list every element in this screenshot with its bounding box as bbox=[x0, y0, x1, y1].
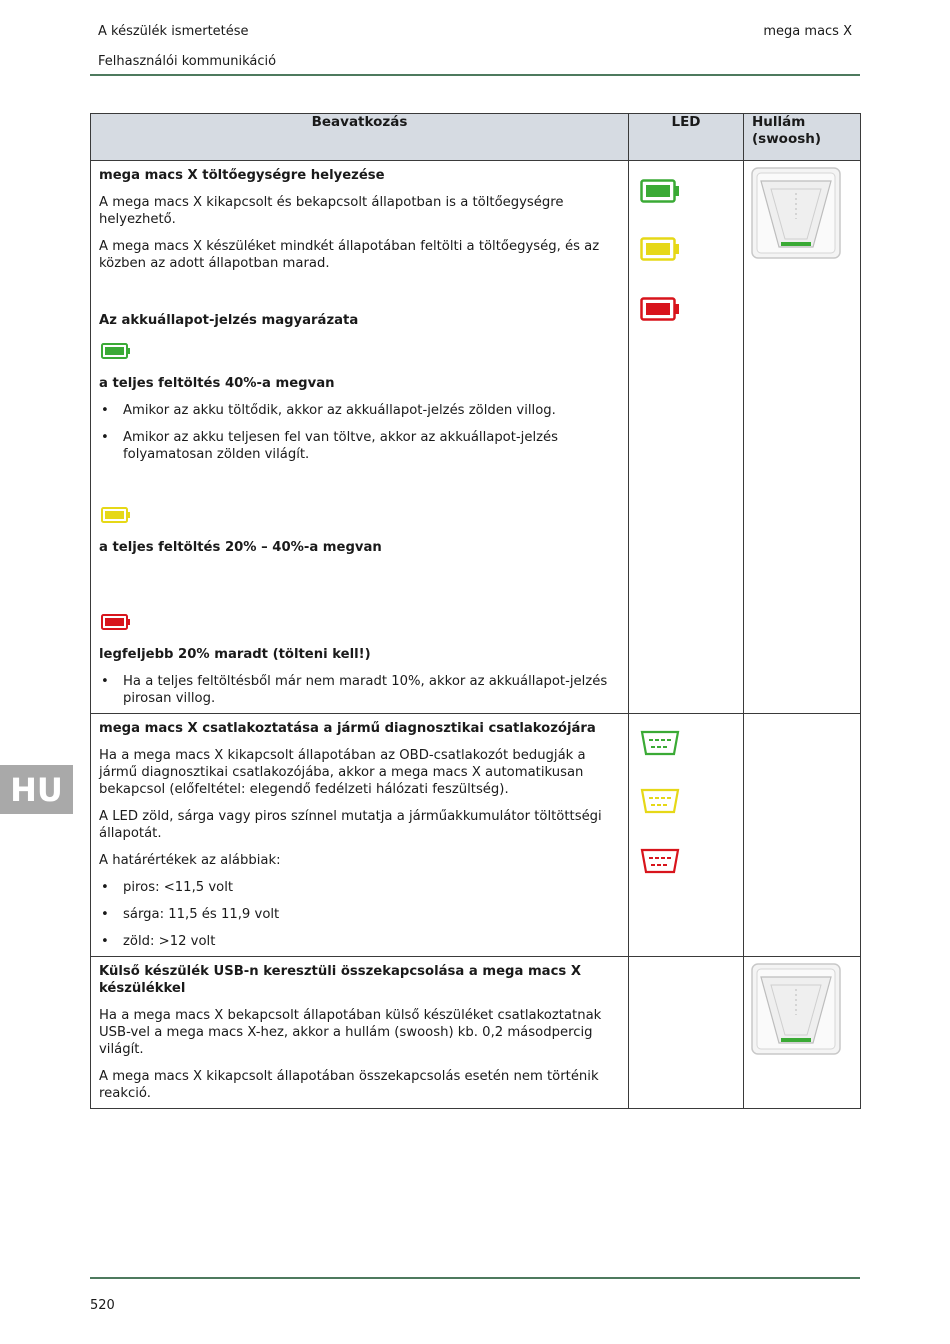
behaviour-table bbox=[90, 113, 861, 1109]
list-item: • zöld: >12 volt bbox=[99, 933, 620, 950]
red-state-list bbox=[99, 673, 620, 707]
col-header-swoosh: Hullám (swoosh) bbox=[744, 114, 861, 161]
list-item: • Amikor az akku teljesen fel van töltve, akkor az akkuállapot-jelzés folyamatosan zölden világít. bbox=[99, 429, 620, 463]
page-number: 520 bbox=[90, 1298, 115, 1313]
list-item: • piros: <11,5 volt bbox=[99, 879, 620, 896]
table-row bbox=[91, 161, 861, 714]
paragraph: Ha a mega macs X bekapcsolt állapotában külső készüléket csatlakoztatnak USB-vel a mega macs X-hez, akkor a hullám (swoosh) kb. 0,2 másodpercig világít. bbox=[99, 1008, 602, 1057]
swoosh-cell bbox=[744, 161, 861, 714]
device-swoosh-icon bbox=[751, 963, 841, 1055]
row-title: mega macs X töltőegységre helyezése bbox=[99, 168, 385, 183]
paragraph: A mega macs X készüléket mindkét állapotában feltölti a töltőegység, és az közben az adott állapotban marad. bbox=[99, 239, 600, 271]
obd-green-icon bbox=[640, 730, 680, 756]
led-cell bbox=[629, 161, 744, 714]
led-cell bbox=[629, 957, 744, 1109]
battery-red-icon bbox=[101, 614, 131, 630]
paragraph: A mega macs X kikapcsolt és bekapcsolt állapotban is a töltőegységre helyezhető. bbox=[99, 195, 564, 227]
list-item: • Amikor az akku töltődik, akkor az akkuállapot-jelzés zölden villog. bbox=[99, 402, 620, 419]
paragraph: Ha a mega macs X kikapcsolt állapotában az OBD-csatlakozót bedugják a jármű diagnosztikai csatlakozójába, akkor a mega macs X automatikusan bekapcsol (előfeltétel: elegendő fedélzeti hálózati feszültség). bbox=[99, 748, 586, 797]
header-divider bbox=[90, 74, 860, 76]
table-row bbox=[91, 714, 861, 957]
battery-red-icon bbox=[640, 297, 680, 321]
paragraph: A LED zöld, sárga vagy piros színnel mutatja a járműakkumulátor töltöttségi állapotát. bbox=[99, 809, 602, 841]
paragraph: A mega macs X kikapcsolt állapotában összekapcsolás esetén nem történik reakció. bbox=[99, 1069, 599, 1101]
obd-yellow-icon bbox=[640, 788, 680, 814]
action-cell bbox=[91, 714, 629, 957]
list-item: • Ha a teljes feltöltésből már nem maradt 10%, akkor az akkuállapot-jelzés pirosan villog. bbox=[99, 673, 620, 707]
battery-green-icon bbox=[101, 343, 131, 359]
footer-divider bbox=[90, 1277, 860, 1279]
battery-heading: Az akkuállapot-jelzés magyarázata bbox=[99, 313, 359, 328]
led-cell bbox=[629, 714, 744, 957]
battery-yellow-icon bbox=[101, 507, 131, 523]
battery-green-icon bbox=[640, 179, 680, 203]
action-cell bbox=[91, 161, 629, 714]
row-title: mega macs X csatlakoztatása a jármű diagnosztikai csatlakozójára bbox=[99, 721, 596, 736]
language-tab: HU bbox=[0, 765, 73, 814]
threshold-list bbox=[99, 879, 620, 950]
swoosh-cell bbox=[744, 957, 861, 1109]
green-state-list bbox=[99, 402, 620, 463]
swoosh-cell bbox=[744, 714, 861, 957]
green-state-title: a teljes feltöltés 40%-a megvan bbox=[99, 376, 335, 391]
product-name: mega macs X bbox=[763, 24, 852, 39]
section-title: A készülék ismertetése bbox=[98, 24, 249, 39]
list-item: • sárga: 11,5 és 11,9 volt bbox=[99, 906, 620, 923]
col-header-action: Beavatkozás bbox=[91, 114, 629, 161]
table-row bbox=[91, 957, 861, 1109]
paragraph: A határértékek az alábbiak: bbox=[99, 853, 281, 868]
obd-red-icon bbox=[640, 848, 680, 874]
subsection-title: Felhasználói kommunikáció bbox=[98, 54, 277, 69]
device-swoosh-icon bbox=[751, 167, 841, 259]
col-header-led: LED bbox=[629, 114, 744, 161]
table-header-row bbox=[91, 114, 861, 161]
action-cell bbox=[91, 957, 629, 1109]
yellow-state-title: a teljes feltöltés 20% – 40%-a megvan bbox=[99, 540, 382, 555]
battery-yellow-icon bbox=[640, 237, 680, 261]
red-state-title: legfeljebb 20% maradt (tölteni kell!) bbox=[99, 647, 371, 662]
row-title: Külső készülék USB-n keresztüli összekapcsolása a mega macs X készülékkel bbox=[99, 964, 582, 996]
